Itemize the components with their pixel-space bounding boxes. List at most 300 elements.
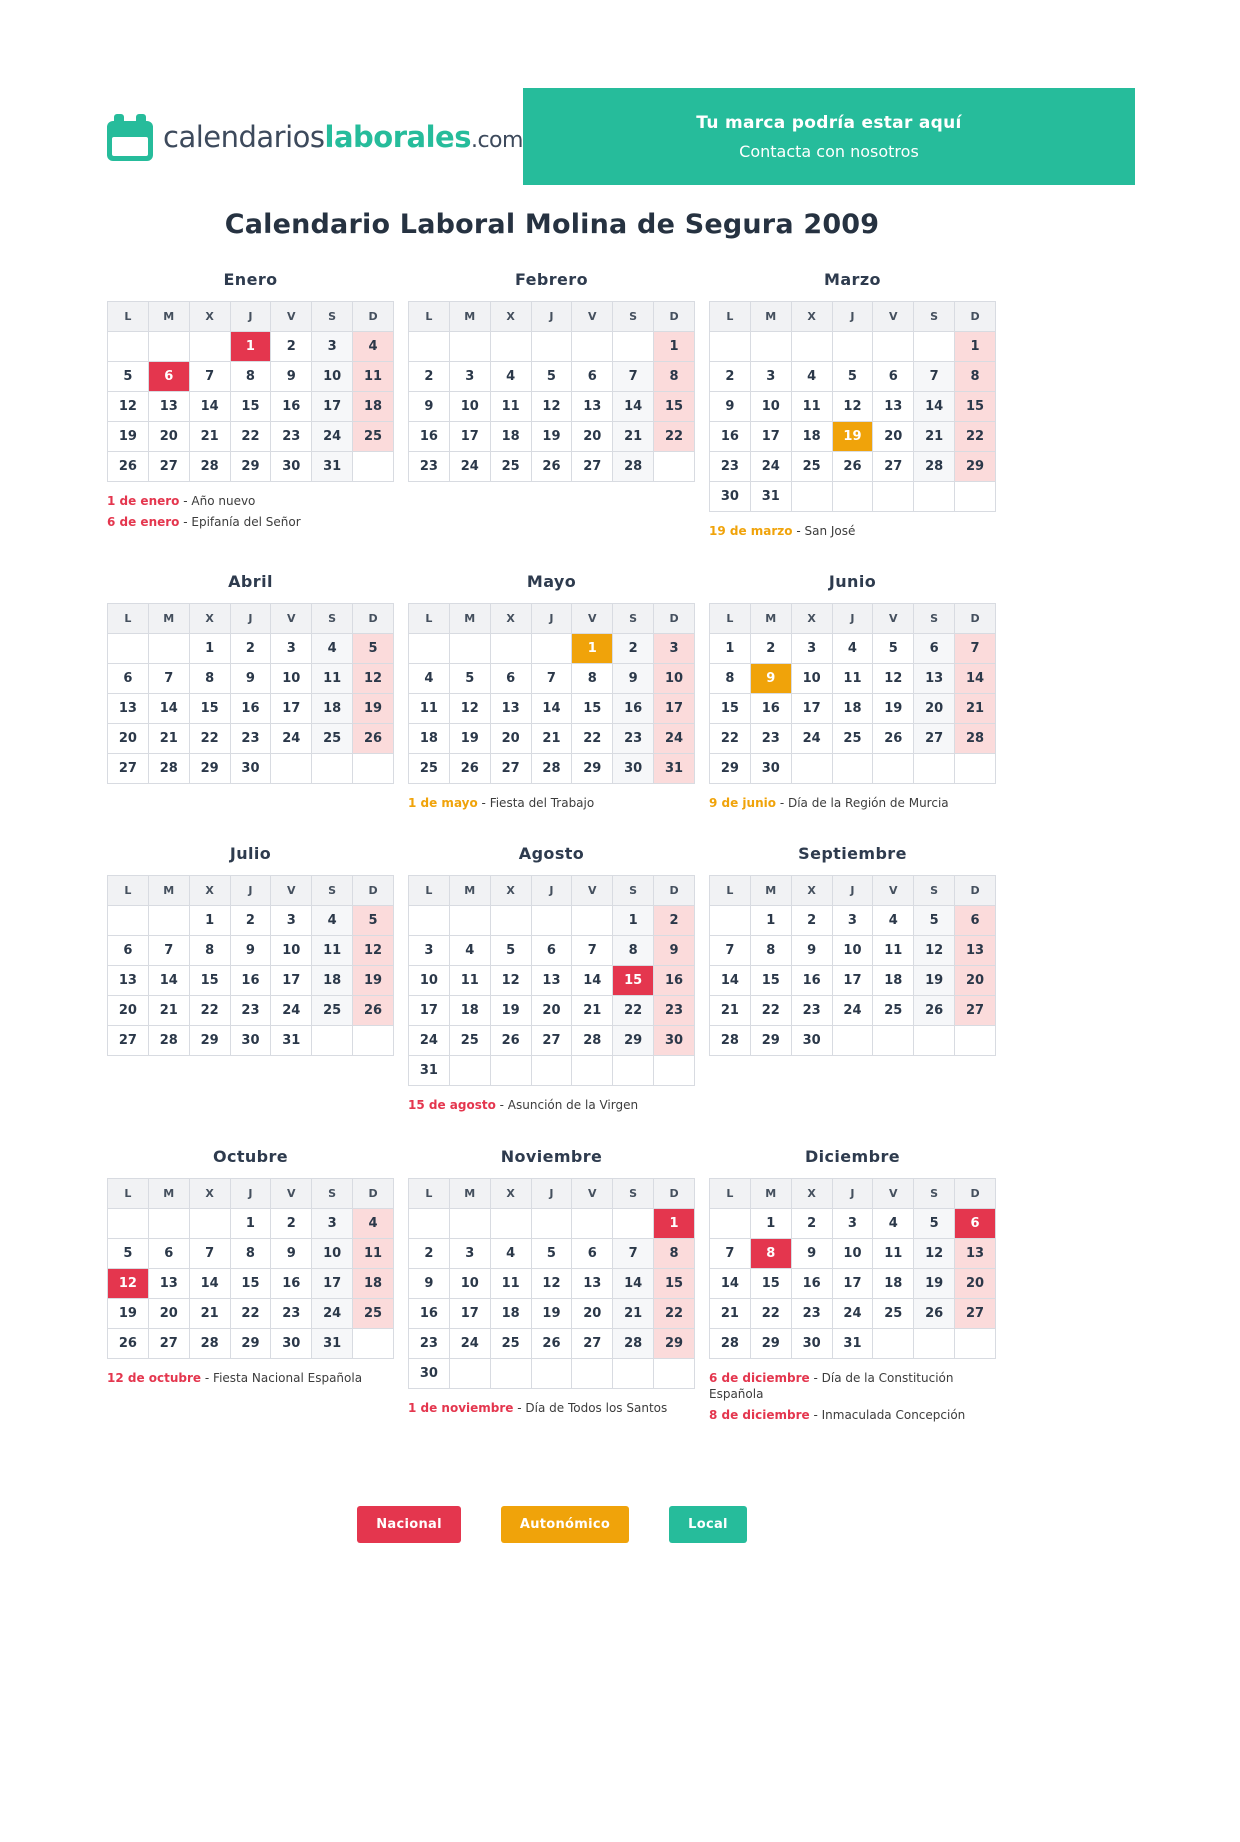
week-row (108, 422, 394, 452)
empty-cell (955, 482, 996, 512)
weekday-header: V (271, 302, 312, 332)
weekday-header: X (791, 876, 832, 906)
week-row (710, 422, 996, 452)
day-cell: 3 (832, 1208, 873, 1238)
day-cell: 10 (832, 936, 873, 966)
empty-cell (490, 332, 531, 362)
weekday-header: V (873, 604, 914, 634)
empty-cell (148, 332, 189, 362)
day-cell: 17 (750, 422, 791, 452)
day-cell: 1 (613, 906, 654, 936)
weekday-header: D (353, 876, 394, 906)
weekday-header: J (832, 876, 873, 906)
empty-cell (108, 634, 149, 664)
day-cell: 14 (710, 966, 751, 996)
logo-text (163, 120, 523, 154)
day-cell: 13 (572, 392, 613, 422)
empty-cell (189, 1208, 230, 1238)
day-cell: 21 (955, 694, 996, 724)
day-cell: 18 (312, 966, 353, 996)
day-cell: 26 (832, 452, 873, 482)
day-cell: 17 (832, 966, 873, 996)
day-cell: 21 (148, 996, 189, 1026)
week-row (710, 1208, 996, 1238)
weekday-header: V (873, 876, 914, 906)
weekday-header: X (189, 302, 230, 332)
holiday-cell: 1 (572, 634, 613, 664)
week-row (710, 1328, 996, 1358)
day-cell: 5 (914, 906, 955, 936)
day-cell: 22 (613, 996, 654, 1026)
day-cell: 21 (531, 724, 572, 754)
month-title: Marzo (824, 270, 881, 289)
day-cell: 7 (710, 1238, 751, 1268)
day-cell: 12 (353, 664, 394, 694)
day-cell: 27 (955, 996, 996, 1026)
day-cell: 29 (230, 1328, 271, 1358)
day-cell: 23 (230, 996, 271, 1026)
day-cell: 18 (353, 392, 394, 422)
month-table (709, 1178, 996, 1359)
empty-cell (873, 332, 914, 362)
empty-cell (955, 754, 996, 784)
day-cell: 4 (312, 634, 353, 664)
logo-part-com: .com (470, 127, 523, 153)
weekday-header: M (148, 604, 189, 634)
holiday-note-text: - Día de la Región de Murcia (776, 796, 949, 811)
day-cell: 15 (750, 966, 791, 996)
empty-cell (490, 1056, 531, 1086)
day-cell: 7 (613, 1238, 654, 1268)
day-cell: 10 (312, 362, 353, 392)
month-block-febrero (408, 270, 695, 544)
weekday-header: X (490, 302, 531, 332)
day-cell: 3 (791, 634, 832, 664)
week-row (108, 1208, 394, 1238)
day-cell: 10 (271, 936, 312, 966)
empty-cell (613, 1358, 654, 1388)
week-row (409, 936, 695, 966)
holiday-note-text: - Fiesta Nacional Española (201, 1370, 363, 1385)
holiday-type-legend (107, 1506, 997, 1543)
legend-button-local[interactable]: Local (669, 1506, 747, 1543)
week-row (710, 996, 996, 1026)
empty-cell (914, 754, 955, 784)
holiday-note (709, 1370, 996, 1402)
day-cell: 31 (312, 452, 353, 482)
weekday-header: V (572, 1178, 613, 1208)
day-cell: 5 (531, 362, 572, 392)
day-cell: 1 (710, 634, 751, 664)
day-cell: 24 (312, 422, 353, 452)
empty-cell (710, 332, 751, 362)
day-cell: 2 (271, 332, 312, 362)
week-row (108, 724, 394, 754)
holiday-note-text: - Día de la Constitución Española (709, 1370, 954, 1401)
week-row (108, 1238, 394, 1268)
day-cell: 16 (750, 694, 791, 724)
empty-cell (832, 754, 873, 784)
day-cell: 11 (873, 936, 914, 966)
day-cell: 20 (572, 422, 613, 452)
day-cell: 23 (710, 452, 751, 482)
day-cell: 27 (572, 452, 613, 482)
weekday-header: L (108, 302, 149, 332)
day-cell: 17 (449, 422, 490, 452)
day-cell: 12 (914, 1238, 955, 1268)
day-cell: 16 (230, 966, 271, 996)
day-cell: 21 (572, 996, 613, 1026)
empty-cell (873, 482, 914, 512)
empty-cell (409, 634, 450, 664)
weekday-header: D (353, 604, 394, 634)
day-cell: 19 (531, 422, 572, 452)
weekday-header: J (531, 604, 572, 634)
day-cell: 9 (271, 362, 312, 392)
weekday-header: D (353, 302, 394, 332)
day-cell: 24 (750, 452, 791, 482)
day-cell: 27 (914, 724, 955, 754)
day-cell: 27 (148, 452, 189, 482)
day-cell: 8 (189, 936, 230, 966)
weekday-header: L (710, 604, 751, 634)
day-cell: 12 (873, 664, 914, 694)
day-cell: 5 (914, 1208, 955, 1238)
week-row (108, 332, 394, 362)
empty-cell (353, 754, 394, 784)
week-row (108, 452, 394, 482)
month-title: Enero (223, 270, 278, 289)
holiday-cell: 8 (750, 1238, 791, 1268)
day-cell: 5 (490, 936, 531, 966)
day-cell: 30 (409, 1358, 450, 1388)
day-cell: 11 (490, 1268, 531, 1298)
day-cell: 4 (791, 362, 832, 392)
week-row (409, 392, 695, 422)
day-cell: 6 (572, 1238, 613, 1268)
day-cell: 7 (955, 634, 996, 664)
weekday-header: L (108, 876, 149, 906)
day-cell: 3 (271, 634, 312, 664)
day-cell: 3 (312, 332, 353, 362)
empty-cell (449, 1358, 490, 1388)
months-grid (107, 270, 997, 1428)
day-cell: 16 (409, 422, 450, 452)
day-cell: 26 (108, 452, 149, 482)
day-cell: 11 (490, 392, 531, 422)
day-cell: 20 (914, 694, 955, 724)
day-cell: 6 (914, 634, 955, 664)
day-cell: 29 (189, 1026, 230, 1056)
day-cell: 6 (531, 936, 572, 966)
day-cell: 26 (914, 996, 955, 1026)
day-cell: 20 (955, 1268, 996, 1298)
day-cell: 3 (409, 936, 450, 966)
day-cell: 5 (449, 664, 490, 694)
logo-part-laborales: laborales (324, 119, 471, 154)
weekday-header: X (490, 876, 531, 906)
day-cell: 28 (189, 1328, 230, 1358)
month-title: Diciembre (804, 1146, 901, 1166)
weekday-header: M (750, 302, 791, 332)
empty-cell (572, 1208, 613, 1238)
day-cell: 9 (654, 936, 695, 966)
week-row (108, 1268, 394, 1298)
weekday-header: L (710, 1178, 751, 1208)
holiday-note (709, 795, 996, 811)
week-row (710, 1238, 996, 1268)
day-cell: 27 (873, 452, 914, 482)
day-cell: 9 (613, 664, 654, 694)
day-cell: 10 (832, 1238, 873, 1268)
week-row (409, 724, 695, 754)
empty-cell (409, 332, 450, 362)
day-cell: 23 (271, 422, 312, 452)
weekday-header: L (108, 604, 149, 634)
weekday-header: J (531, 302, 572, 332)
empty-cell (449, 1208, 490, 1238)
day-cell: 1 (654, 332, 695, 362)
day-cell: 14 (148, 966, 189, 996)
holiday-note-text: - San José (792, 524, 856, 538)
holiday-note-text: - Inmaculada Concepción (809, 1407, 966, 1422)
day-cell: 30 (654, 1026, 695, 1056)
day-cell: 3 (832, 906, 873, 936)
day-cell: 18 (312, 694, 353, 724)
month-title: Agosto (518, 844, 585, 864)
month-block-agosto (408, 844, 695, 1118)
weekday-header: D (654, 876, 695, 906)
day-cell: 30 (230, 1026, 271, 1056)
banner-contact-link[interactable]: Contacta con nosotros (739, 141, 919, 161)
day-cell: 14 (531, 694, 572, 724)
weekday-header: V (271, 604, 312, 634)
day-cell: 24 (832, 996, 873, 1026)
day-cell: 14 (148, 694, 189, 724)
day-cell: 20 (148, 422, 189, 452)
day-cell: 11 (353, 1238, 394, 1268)
week-row (409, 634, 695, 664)
day-cell: 13 (108, 694, 149, 724)
week-row (710, 452, 996, 482)
day-cell: 3 (449, 1238, 490, 1268)
month-table (408, 301, 695, 482)
day-cell: 25 (832, 724, 873, 754)
month-notes (107, 1370, 394, 1386)
day-cell: 14 (955, 664, 996, 694)
day-cell: 2 (710, 362, 751, 392)
day-cell: 15 (955, 392, 996, 422)
day-cell: 26 (108, 1328, 149, 1358)
logo-part-calendarios: calendarios (163, 119, 325, 154)
ad-banner[interactable] (523, 88, 1135, 185)
day-cell: 22 (189, 996, 230, 1026)
week-row (108, 754, 394, 784)
day-cell: 10 (791, 664, 832, 694)
week-row (409, 422, 695, 452)
day-cell: 6 (572, 362, 613, 392)
day-cell: 6 (490, 664, 531, 694)
day-cell: 23 (613, 724, 654, 754)
day-cell: 25 (490, 452, 531, 482)
day-cell: 19 (353, 966, 394, 996)
day-cell: 9 (230, 664, 271, 694)
month-block-septiembre (709, 844, 996, 1118)
day-cell: 5 (832, 362, 873, 392)
weekday-header: M (449, 604, 490, 634)
week-row (710, 936, 996, 966)
day-cell: 14 (613, 1268, 654, 1298)
day-cell: 2 (791, 906, 832, 936)
day-cell: 1 (230, 1208, 271, 1238)
day-cell: 8 (654, 1238, 695, 1268)
holiday-cell: 12 (108, 1268, 149, 1298)
day-cell: 20 (873, 422, 914, 452)
site-logo[interactable] (107, 113, 523, 161)
day-cell: 23 (271, 1298, 312, 1328)
empty-cell (914, 482, 955, 512)
weekday-header: S (914, 876, 955, 906)
day-cell: 17 (791, 694, 832, 724)
week-row (409, 1056, 695, 1086)
day-cell: 29 (572, 754, 613, 784)
legend-button-autonomic[interactable]: Autonómico (501, 1506, 629, 1543)
holiday-note (709, 1407, 996, 1423)
week-row (710, 664, 996, 694)
holiday-note (709, 523, 996, 539)
holiday-cell: 6 (148, 362, 189, 392)
day-cell: 20 (490, 724, 531, 754)
month-block-abril (107, 572, 394, 816)
week-row (409, 1208, 695, 1238)
empty-cell (531, 1208, 572, 1238)
day-cell: 27 (108, 754, 149, 784)
day-cell: 23 (230, 724, 271, 754)
month-title: Mayo (526, 572, 577, 592)
week-row (710, 482, 996, 512)
month-block-enero (107, 270, 394, 544)
week-row (108, 392, 394, 422)
day-cell: 15 (710, 694, 751, 724)
month-table (709, 603, 996, 784)
month-table (107, 603, 394, 784)
day-cell: 18 (873, 1268, 914, 1298)
day-cell: 9 (409, 392, 450, 422)
day-cell: 27 (572, 1328, 613, 1358)
day-cell: 24 (832, 1298, 873, 1328)
holiday-note (408, 1097, 695, 1113)
weekday-header: S (312, 876, 353, 906)
day-cell: 4 (353, 1208, 394, 1238)
weekday-header: M (449, 876, 490, 906)
holiday-note-date: 6 de enero (107, 515, 180, 530)
day-cell: 15 (230, 392, 271, 422)
empty-cell (189, 332, 230, 362)
month-title: Septiembre (798, 844, 907, 864)
empty-cell (449, 634, 490, 664)
weekday-header: J (230, 876, 271, 906)
day-cell: 7 (613, 362, 654, 392)
weekday-header: S (312, 1178, 353, 1208)
legend-button-national[interactable]: Nacional (357, 1506, 461, 1543)
day-cell: 1 (750, 1208, 791, 1238)
day-cell: 13 (914, 664, 955, 694)
week-row (409, 452, 695, 482)
month-notes (408, 795, 695, 811)
month-table (709, 301, 996, 512)
day-cell: 10 (750, 392, 791, 422)
weekday-header: L (409, 302, 450, 332)
day-cell: 10 (409, 966, 450, 996)
day-cell: 16 (791, 1268, 832, 1298)
empty-cell (873, 1328, 914, 1358)
day-cell: 13 (148, 392, 189, 422)
weekday-header: D (353, 1178, 394, 1208)
weekday-header: V (271, 1178, 312, 1208)
day-cell: 15 (654, 1268, 695, 1298)
holiday-cell: 1 (230, 332, 271, 362)
day-cell: 21 (613, 422, 654, 452)
empty-cell (409, 1208, 450, 1238)
day-cell: 24 (654, 724, 695, 754)
day-cell: 22 (654, 422, 695, 452)
empty-cell (148, 1208, 189, 1238)
day-cell: 19 (873, 694, 914, 724)
week-row (108, 694, 394, 724)
day-cell: 19 (108, 1298, 149, 1328)
weekday-header: J (230, 302, 271, 332)
day-cell: 23 (791, 996, 832, 1026)
day-cell: 15 (230, 1268, 271, 1298)
day-cell: 7 (531, 664, 572, 694)
holiday-cell: 15 (613, 966, 654, 996)
day-cell: 16 (409, 1298, 450, 1328)
weekday-header: V (873, 302, 914, 332)
day-cell: 25 (409, 754, 450, 784)
day-cell: 1 (750, 906, 791, 936)
day-cell: 22 (230, 1298, 271, 1328)
day-cell: 24 (312, 1298, 353, 1328)
holiday-note (107, 493, 394, 509)
empty-cell (449, 906, 490, 936)
day-cell: 8 (230, 1238, 271, 1268)
weekday-header: D (654, 1178, 695, 1208)
month-title: Febrero (514, 270, 588, 289)
week-row (409, 1268, 695, 1298)
day-cell: 28 (572, 1026, 613, 1056)
holiday-note-text: - Epifanía del Señor (179, 515, 301, 530)
day-cell: 19 (353, 694, 394, 724)
day-cell: 24 (409, 1026, 450, 1056)
weekday-header: M (148, 876, 189, 906)
empty-cell (531, 1056, 572, 1086)
empty-cell (791, 754, 832, 784)
day-cell: 30 (750, 754, 791, 784)
weekday-header: X (791, 1178, 832, 1208)
day-cell: 25 (353, 1298, 394, 1328)
weekday-header: J (531, 876, 572, 906)
day-cell: 12 (449, 694, 490, 724)
day-cell: 13 (148, 1268, 189, 1298)
day-cell: 11 (312, 664, 353, 694)
week-row (409, 664, 695, 694)
day-cell: 27 (108, 1026, 149, 1056)
day-cell: 12 (353, 936, 394, 966)
weekday-header: X (189, 1178, 230, 1208)
day-cell: 25 (312, 996, 353, 1026)
day-cell: 9 (710, 392, 751, 422)
day-cell: 8 (750, 936, 791, 966)
